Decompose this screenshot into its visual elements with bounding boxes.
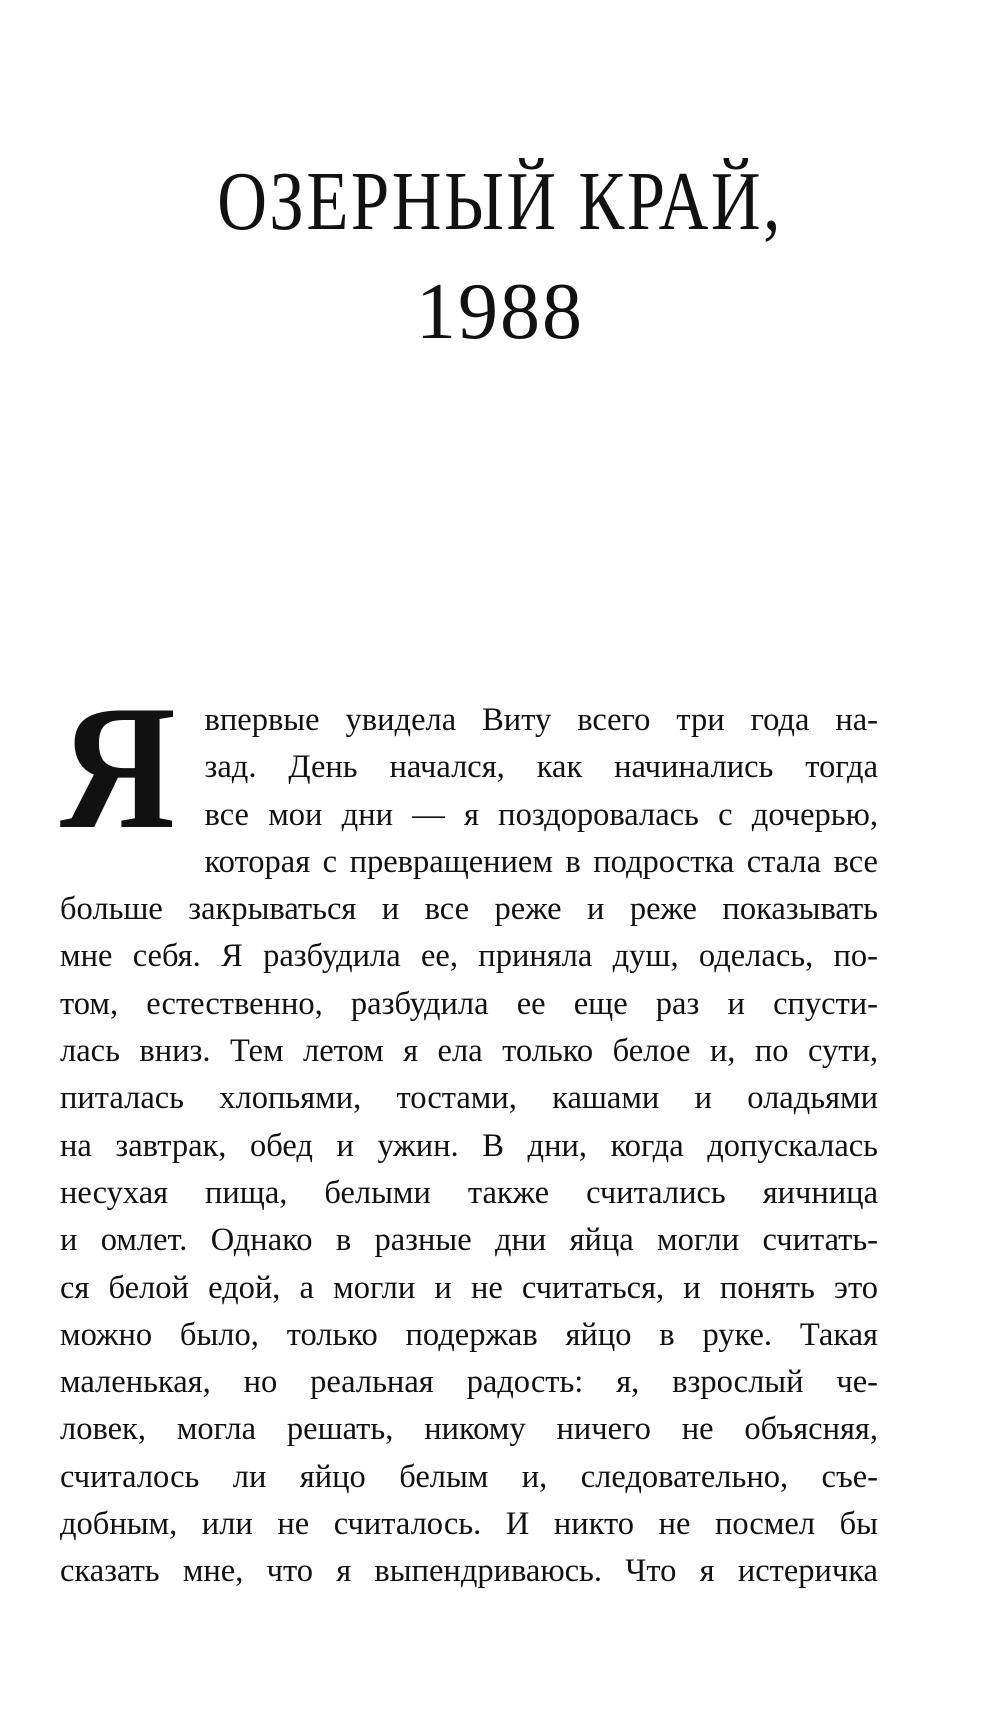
text-line: все мои дни — я поздоровалась с дочерью, <box>204 796 878 833</box>
body-text <box>60 668 878 1596</box>
text-line: питалась хлопьями, тостами, кашами и оладьями <box>60 1080 878 1117</box>
text-line: несухая пища, белыми также считались яичница <box>60 1174 878 1211</box>
text-line: том, естественно, разбудила ее еще раз и спусти- <box>60 985 878 1022</box>
text-line: можно было, только подержав яйцо в руке. Такая <box>60 1316 878 1353</box>
text-line: мне себя. Я разбудила ее, приняла душ, оделась, по- <box>60 938 878 975</box>
text-line: лась вниз. Тем летом я ела только белое и, по сути, <box>60 1033 878 1070</box>
text-line: добным, или не считалось. И никто не посмел бы <box>60 1506 878 1543</box>
text-line: которая с превращением в подростка стала все <box>204 843 878 880</box>
text-line: впервые увидела Виту всего три года на- <box>204 702 878 738</box>
text-line: считалось ли яйцо белым и, следовательно, съе- <box>60 1458 878 1495</box>
text-line: ся белой едой, а могли и не считаться, и понять это <box>60 1269 878 1306</box>
text-line: больше закрываться и все реже и реже показывать <box>60 891 878 928</box>
text-line: маленькая, но реальная радость: я, взрослый че- <box>60 1364 878 1401</box>
text-line: зад. День начался, как начинались тогда <box>204 749 878 786</box>
chapter-title: ОЗЕРНЫЙ КРАЙ, <box>217 155 783 248</box>
drop-cap: Я <box>60 668 176 866</box>
text-line: ловек, могла решать, никому ничего не объясняя, <box>60 1411 878 1448</box>
text-line: на завтрак, обед и ужин. В дни, когда допускалась <box>60 1127 878 1164</box>
text-line: сказать мне, что я выпендриваюсь. Что я истеричка <box>60 1553 878 1590</box>
text-line: и омлет. Однако в разные дни яйца могли считать- <box>60 1222 878 1259</box>
chapter-year: 1988 <box>416 268 584 356</box>
